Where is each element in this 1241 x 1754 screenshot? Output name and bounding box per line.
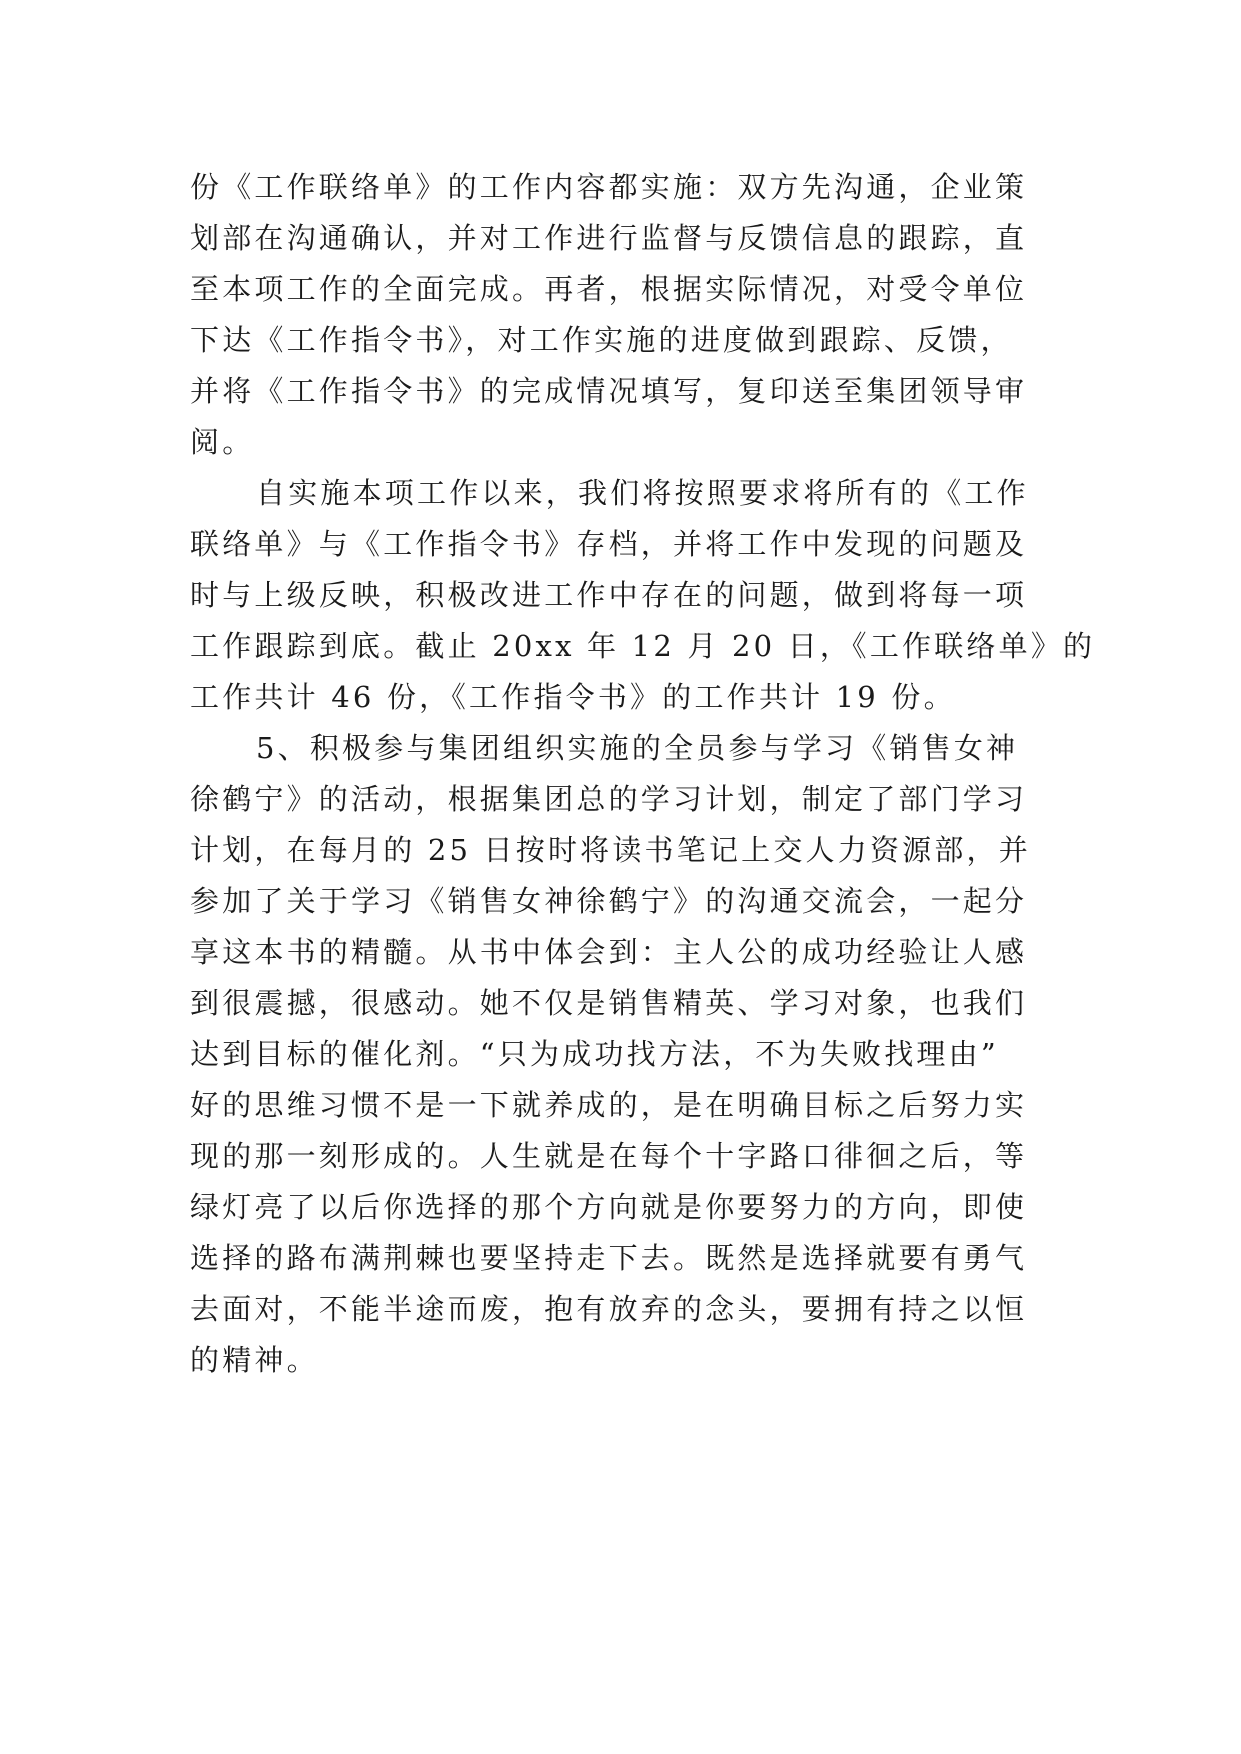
text-line: 达到目标的催化剂。“只为成功找方法，不为失败找理由” — [190, 1037, 999, 1071]
text-line: 绿灯亮了以后你选择的那个方向就是你要努力的方向，即使 — [190, 1190, 1028, 1224]
text-line: 划部在沟通确认，并对工作进行监督与反馈信息的跟踪，直 — [190, 221, 1028, 255]
text-line: 工作跟踪到底。截止 20xx 年 12 月 20 日，《工作联络单》的 — [190, 629, 1096, 663]
text-line: 计划，在每月的 25 日按时将读书笔记上交人力资源部，并 — [190, 833, 1031, 867]
text-line: 参加了关于学习《销售女神徐鹤宁》的沟通交流会，一起分 — [190, 884, 1028, 918]
text-line: 享这本书的精髓。从书中体会到：主人公的成功经验让人感 — [190, 935, 1028, 969]
paragraph-2 — [190, 468, 1096, 723]
text-line: 徐鹤宁》的活动，根据集团总的学习计划，制定了部门学习 — [190, 782, 1028, 816]
text-line: 下达《工作指令书》，对工作实施的进度做到跟踪、反馈， — [190, 323, 1013, 357]
text-line: 并将《工作指令书》的完成情况填写，复印送至集团领导审 — [190, 374, 1028, 408]
paragraph-1 — [190, 162, 1050, 468]
text-line: 的精神。 — [190, 1343, 319, 1377]
text-line: 联络单》与《工作指令书》存档，并将工作中发现的问题及 — [190, 527, 1028, 561]
text-line: 份《工作联络单》的工作内容都实施：双方先沟通，企业策 — [190, 170, 1028, 204]
text-line: 好的思维习惯不是一下就养成的，是在明确目标之后努力实 — [190, 1088, 1028, 1122]
text-line: 去面对，不能半途而废，抱有放弃的念头，要拥有持之以恒 — [190, 1292, 1028, 1326]
text-line: 自实施本项工作以来，我们将按照要求将所有的《工作 — [256, 476, 1029, 510]
document-body — [190, 162, 1096, 1386]
text-line: 工作共计 46 份，《工作指令书》的工作共计 19 份。 — [190, 680, 956, 714]
text-line: 时与上级反映，积极改进工作中存在的问题，做到将每一项 — [190, 578, 1028, 612]
text-line: 选择的路布满荆棘也要坚持走下去。既然是选择就要有勇气 — [190, 1241, 1028, 1275]
text-line: 阅。 — [190, 425, 255, 459]
text-line: 5、积极参与集团组织实施的全员参与学习《销售女神 — [256, 731, 1019, 765]
paragraph-3 — [190, 723, 1050, 1386]
text-line: 至本项工作的全面完成。再者，根据实际情况，对受令单位 — [190, 272, 1028, 306]
text-line: 到很震撼，很感动。她不仅是销售精英、学习对象，也我们 — [190, 986, 1028, 1020]
text-line: 现的那一刻形成的。人生就是在每个十字路口徘徊之后，等 — [190, 1139, 1028, 1173]
